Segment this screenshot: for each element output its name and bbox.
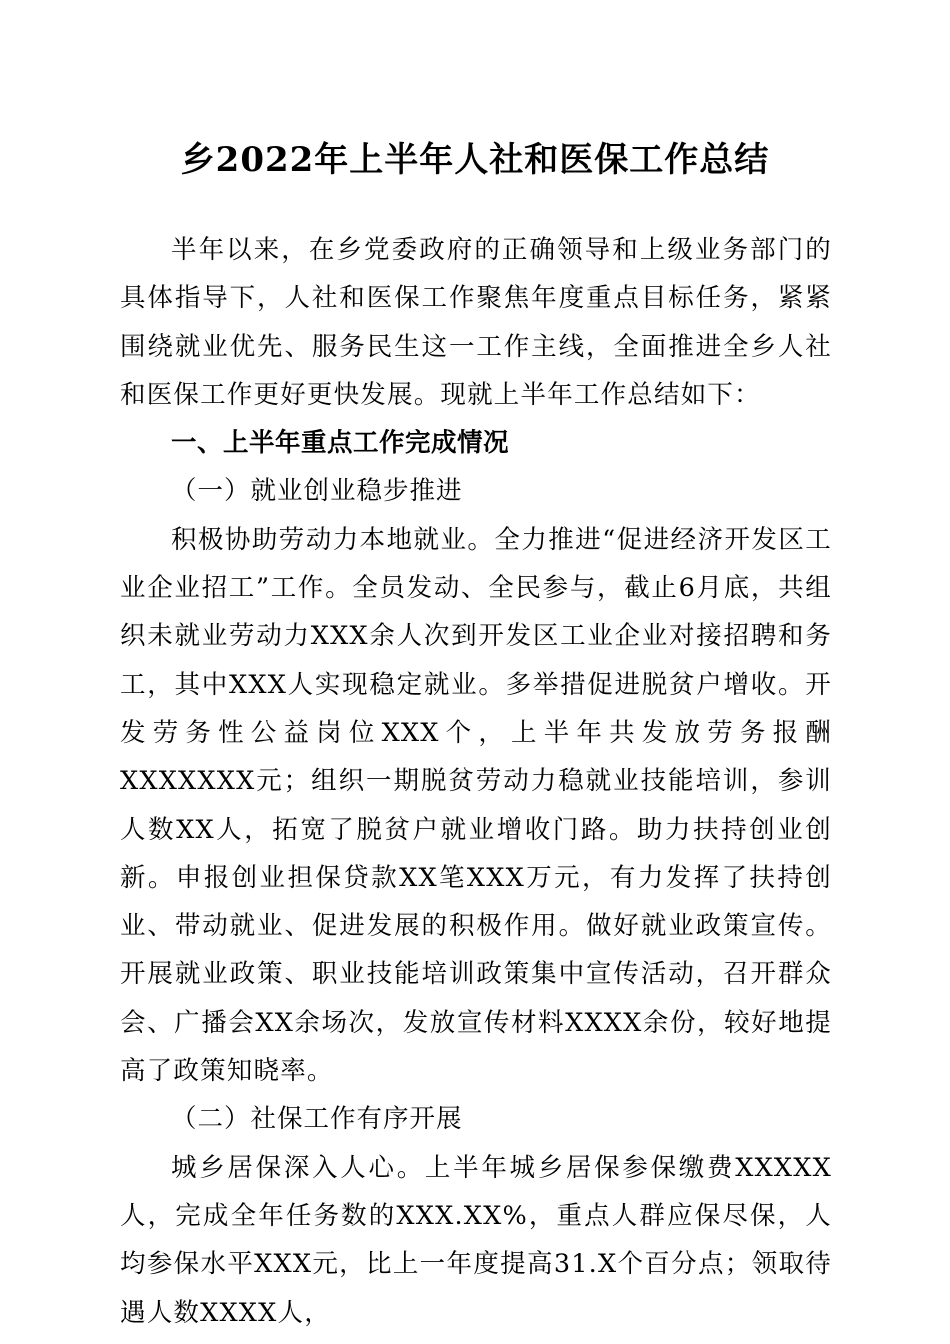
document-body [120,226,832,1337]
employment-paragraph: 积极协助劳动力本地就业。全力推进“促进经济开发区工业企业招工”工作。全员发动、全民参与，截止6月底，共组织未就业劳动力XXX余人次到开发区工业企业对接招聘和务工，其中XXX人实现稳定就业。多举措促进脱贫户增收。开发劳务性公益岗位XXX个，上半年共发放劳务报酬XXXXXXX元；组织一期脱贫劳动力稳就业技能培训，参训人数XX人，拓宽了脱贫户就业增收门路。助力扶持创业创新。申报创业担保贷款XX笔XXX万元，有力发挥了扶持创业、带动就业、促进发展的积极作用。做好就业政策宣传。开展就业政策、职业技能培训政策集中宣传活动，召开群众会、广播会XX余场次，发放宣传材料XXXX余份，较好地提高了政策知晓率。 [120,524,832,1087]
subsection-heading-2: （二）社保工作有序开展 [171,1104,463,1135]
section-heading-1: 一、上半年重点工作完成情况 [171,428,510,459]
document-title: 乡2022年上半年人社和医保工作总结 [180,140,770,180]
subsection-heading-1: （一）就业创业稳步推进 [171,476,463,507]
social-security-paragraph: 城乡居保深入人心。上半年城乡居保参保缴费XXXXX人，完成全年任务数的XXX.XX%，重点人群应保尽保，人均参保水平XXX元，比上一年度提高31.X个百分点；领取待遇人数XXXX人， [120,1152,832,1328]
intro-paragraph: 半年以来，在乡党委政府的正确领导和上级业务部门的具体指导下，人社和医保工作聚焦年度重点目标任务，紧紧围绕就业优先、服务民生这一工作主线，全面推进全乡人社和医保工作更好更快发展。现就上半年工作总结如下： [120,235,832,410]
